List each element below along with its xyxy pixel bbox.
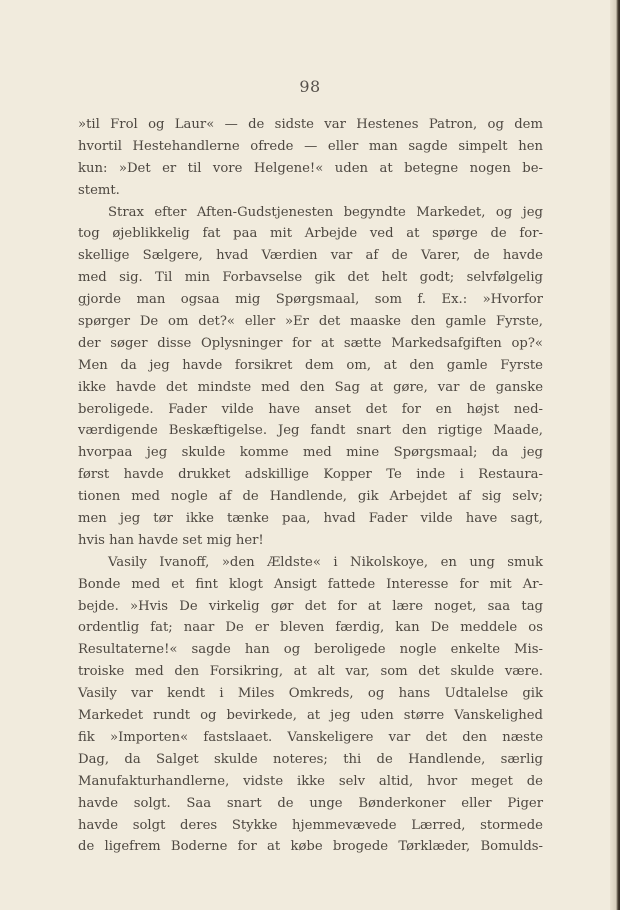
text-line: ordentlig fat; naar De er bleven færdig, kan De meddele os — [78, 620, 543, 636]
text-line: Men da jeg havde forsikret dem om, at den gamle Fyrste — [78, 357, 543, 373]
text-line: ikke havde det mindste med den Sag at gøre, var de ganske — [78, 379, 543, 395]
text-line: bejde. »Hvis De virkelig gør det for at lære noget, saa tag — [78, 598, 543, 614]
text-line: de ligefrem Boderne for at købe brogede Tørklæder, Bomulds- — [78, 839, 543, 855]
page-edge — [610, 0, 620, 910]
text-line: tog øjeblikkelig fat paa mit Arbejde ved at spørge de for- — [78, 226, 543, 242]
text-line: hvis han havde set mig her! — [78, 532, 264, 548]
text-line: tionen med nogle af de Handlende, gik Arbejdet af sig selv; — [78, 489, 543, 505]
text-line: Bonde med et fint klogt Ansigt fattede Interesse for mit Ar- — [78, 576, 543, 592]
text-line: Strax efter Aften-Gudstjenesten begyndte Markedet, og jeg — [108, 204, 543, 220]
text-line: Resultaterne!« sagde han og beroligede nogle enkelte Mis- — [78, 642, 543, 658]
text-line: hvortil Hestehandlerne ofrede — eller man sagde simpelt hen — [78, 138, 543, 154]
text-line: havde solgt deres Stykke hjemmevævede Lærred, stormede — [78, 817, 543, 833]
text-line: havde solgt. Saa snart de unge Bønderkoner eller Piger — [78, 795, 543, 811]
text-line: gjorde man ogsaa mig Spørgsmaal, som f. Ex.: »Hvorfor — [78, 292, 543, 308]
text-line: kun: »Det er til vore Helgene!« uden at betegne nogen be- — [78, 160, 543, 176]
text-line: der søger disse Oplysninger for at sætte Markedsafgiften op?« — [78, 335, 543, 351]
text-line: med sig. Til min Forbavselse gik det helt godt; selvfølgelig — [78, 270, 543, 286]
text-line: spørger De om det?« eller »Er det maaske den gamle Fyrste, — [78, 314, 543, 330]
text-line: Vasily Ivanoff, »den Ældste« i Nikolskoye, en ung smuk — [108, 554, 543, 570]
text-line: først havde drukket adskillige Kopper Te inde i Restaura- — [78, 467, 543, 483]
page-number: 98 — [299, 77, 321, 96]
text-line: Dag, da Salget skulde noteres; thi de Handlende, særlig — [78, 751, 543, 767]
text-line: stemt. — [78, 182, 120, 198]
text-line: værdigende Beskæftigelse. Jeg fandt snart den rigtige Maade, — [78, 423, 543, 439]
text-line: Manufakturhandlerne, vidste ikke selv altid, hvor meget de — [78, 773, 543, 789]
text-line: Vasily var kendt i Miles Omkreds, og hans Udtalelse gik — [78, 686, 543, 702]
text-line: hvorpaa jeg skulde komme med mine Spørgsmaal; da jeg — [78, 445, 543, 461]
text-line: troiske med den Forsikring, at alt var, som det skulde være. — [78, 664, 543, 680]
text-line: Markedet rundt og bevirkede, at jeg uden større Vanskelighed — [78, 708, 543, 724]
text-line: »til Frol og Laur« — de sidste var Hestenes Patron, og dem — [78, 117, 543, 132]
body-text — [78, 114, 543, 858]
text-line: fik »Importen« fastslaaet. Vanskeligere var det den næste — [78, 729, 543, 745]
text-line: men jeg tør ikke tænke paa, hvad Fader vilde have sagt, — [78, 511, 543, 527]
text-line: beroligede. Fader vilde have anset det for en højst ned- — [78, 401, 543, 417]
text-line: skellige Sælgere, hvad Værdien var af de Varer, de havde — [78, 248, 543, 264]
